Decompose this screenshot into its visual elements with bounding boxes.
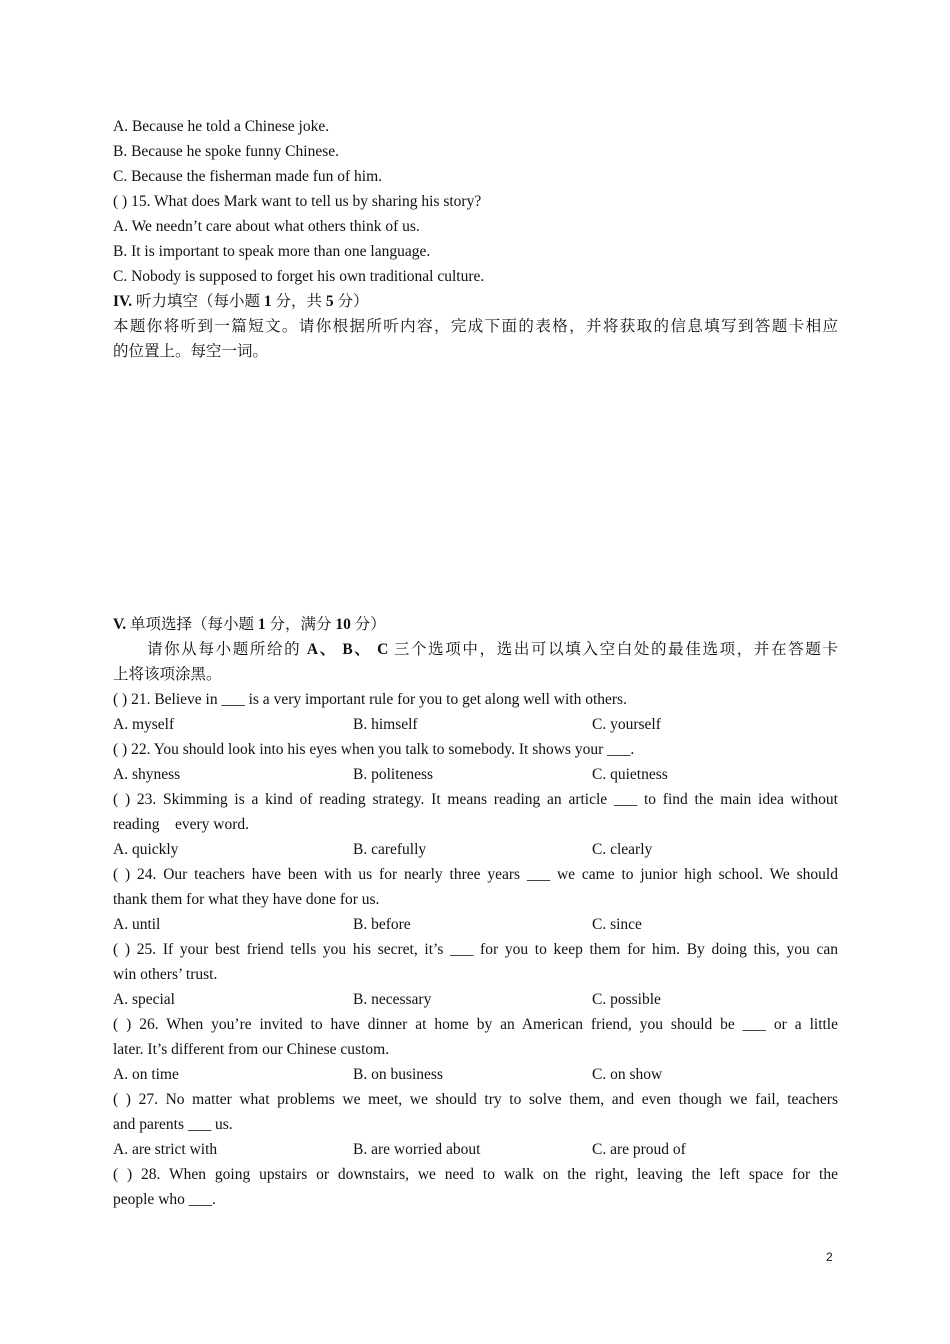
q26-stem-line2: later. It’s different from our Chinese custom. bbox=[113, 1041, 390, 1058]
q24-option-a: A. until bbox=[113, 916, 161, 933]
q23-option-a: A. quickly bbox=[113, 841, 179, 858]
q24-option-b: B. before bbox=[353, 916, 411, 933]
section5-end: 分） bbox=[354, 616, 386, 633]
section5-total: 10 bbox=[335, 616, 351, 633]
section4-mid: 分，共 bbox=[275, 293, 323, 310]
q14-option-a: A. Because he told a Chinese joke. bbox=[113, 118, 330, 135]
q23-stem-line1: ( ) 23. Skimming is a kind of reading strategy. It means reading an article ___ to find the main idea without bbox=[113, 791, 838, 808]
q22-option-b: B. politeness bbox=[353, 766, 434, 783]
q27-option-a: A. are strict with bbox=[113, 1141, 218, 1158]
q22-option-c: C. quietness bbox=[592, 766, 668, 783]
q24-options bbox=[113, 912, 838, 937]
section5-instruction-pre: 请你从每小题所给的 bbox=[147, 641, 302, 658]
q25-option-c: C. possible bbox=[592, 991, 661, 1008]
section4-title: 听力填空（每小题 bbox=[135, 293, 260, 310]
q22-stem: ( ) 22. You should look into his eyes when you talk to somebody. It shows your ___. bbox=[113, 741, 635, 758]
section5-title: 单项选择（每小题 bbox=[129, 616, 254, 633]
q23-option-c: C. clearly bbox=[592, 841, 653, 858]
section4-heading bbox=[113, 289, 838, 314]
letter-c: C bbox=[377, 641, 389, 658]
q27-stem-line2: and parents ___ us. bbox=[113, 1116, 233, 1133]
q26-stem-line1: ( ) 26. When you’re invited to have dinner at home by an American friend, you should be ___ or a little bbox=[113, 1016, 838, 1033]
q27-stem-line1: ( ) 27. No matter what problems we meet, we should try to solve them, and even though we fail, teachers bbox=[113, 1091, 838, 1108]
q26-option-c: C. on show bbox=[592, 1066, 663, 1083]
q26-option-a: A. on time bbox=[113, 1066, 179, 1083]
letter-b: B、 bbox=[342, 641, 372, 658]
section4-number: IV. bbox=[113, 293, 133, 310]
q21-option-a: A. myself bbox=[113, 716, 175, 733]
q25-option-a: A. special bbox=[113, 991, 175, 1008]
q28-stem-line2: people who ___. bbox=[113, 1191, 216, 1208]
q25-option-b: B. necessary bbox=[353, 991, 432, 1008]
section4-total: 5 bbox=[325, 293, 334, 310]
q25-options bbox=[113, 987, 838, 1012]
q25-stem-line1: ( ) 25. If your best friend tells you his secret, it’s ___ for you to keep them for him. By doing this, you can bbox=[113, 941, 838, 958]
section5-instruction-line1 bbox=[113, 637, 838, 662]
section5-number: V. bbox=[113, 616, 127, 633]
q15-option-a: A. We needn’t care about what others think of us. bbox=[113, 218, 420, 235]
q24-stem-line2: thank them for what they have done for us. bbox=[113, 891, 380, 908]
section5-mid: 分，满分 bbox=[269, 616, 332, 633]
q24-option-c: C. since bbox=[592, 916, 642, 933]
q21-option-b: B. himself bbox=[353, 716, 418, 733]
q15-option-b: B. It is important to speak more than one language. bbox=[113, 243, 431, 260]
q21-options bbox=[113, 712, 838, 737]
letter-a: A、 bbox=[306, 641, 337, 658]
page-number: 2 bbox=[826, 1250, 833, 1264]
q26-options bbox=[113, 1062, 838, 1087]
q23-option-b: B. carefully bbox=[353, 841, 427, 858]
section5-instruction-post: 三个选项中，选出可以填入空白处的最佳选项，并在答题卡 bbox=[393, 641, 839, 658]
q15-stem: ( ) 15. What does Mark want to tell us by sharing his story? bbox=[113, 193, 482, 210]
q21-option-c: C. yourself bbox=[592, 716, 661, 733]
q14-option-b: B. Because he spoke funny Chinese. bbox=[113, 143, 339, 160]
q22-option-a: A. shyness bbox=[113, 766, 181, 783]
section5-score-each: 1 bbox=[257, 616, 266, 633]
part3-tail bbox=[113, 114, 838, 364]
q24-stem-line1: ( ) 24. Our teachers have been with us for nearly three years ___ we came to junior high school. We should bbox=[113, 866, 838, 883]
q23-options bbox=[113, 837, 838, 862]
section4-score-each: 1 bbox=[263, 293, 272, 310]
q27-option-c: C. are proud of bbox=[592, 1141, 686, 1158]
q28-stem-line1: ( ) 28. When going upstairs or downstairs, we need to walk on the right, leaving the left space for the bbox=[113, 1166, 838, 1183]
section5-heading bbox=[113, 612, 838, 637]
q26-option-b: B. on business bbox=[353, 1066, 443, 1083]
q27-option-b: B. are worried about bbox=[353, 1141, 481, 1158]
section4-instruction-line1: 本题你将听到一篇短文。请你根据所听内容，完成下面的表格，并将获取的信息填写到答题卡相应 bbox=[113, 318, 838, 335]
q21-stem: ( ) 21. Believe in ___ is a very important rule for you to get along well with others. bbox=[113, 691, 627, 708]
q22-options bbox=[113, 762, 838, 787]
q23-stem-line2: reading every word. bbox=[113, 816, 250, 833]
section4-instruction-line2: 的位置上。每空一词。 bbox=[113, 343, 269, 360]
q15-option-c: C. Nobody is supposed to forget his own traditional culture. bbox=[113, 268, 485, 285]
q14-option-c: C. Because the fisherman made fun of him. bbox=[113, 168, 383, 185]
q25-stem-line2: win others’ trust. bbox=[113, 966, 218, 983]
section5 bbox=[113, 612, 838, 1212]
q27-options bbox=[113, 1137, 838, 1162]
section4-end: 分） bbox=[337, 293, 369, 310]
section5-instruction-line2: 上将该项涂黑。 bbox=[113, 666, 222, 683]
